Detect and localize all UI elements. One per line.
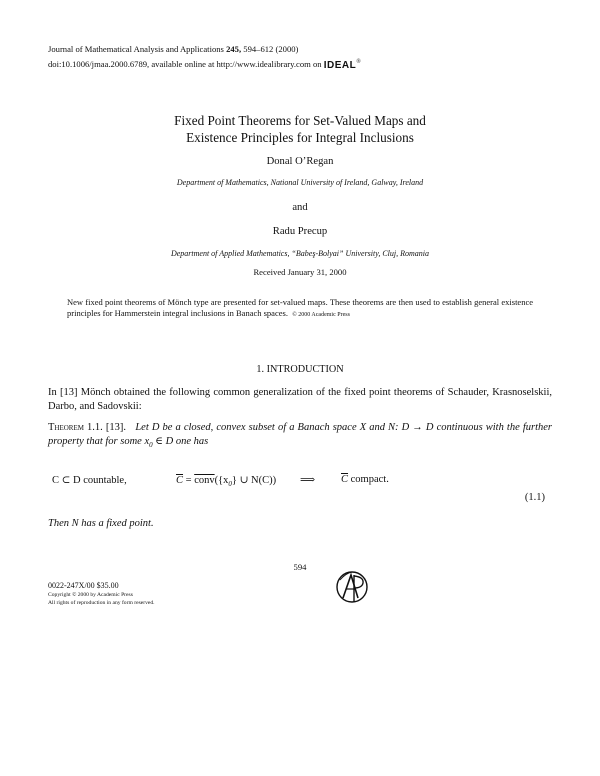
and-separator: and — [292, 202, 308, 213]
footer-rights: All rights of reproduction in any form reserved. — [48, 600, 155, 606]
author-1-name: Donal O’Regan — [266, 156, 334, 167]
received-date: Received January 31, 2000 — [253, 267, 347, 277]
paper-title — [0, 112, 600, 146]
ideal-logo: IDEAL — [323, 59, 357, 71]
section-heading: 1. INTRODUCTION — [256, 364, 344, 375]
author-2-name: Radu Precup — [272, 226, 328, 237]
footer — [48, 580, 155, 607]
equation-left: C ⊂ D countable, — [52, 475, 127, 486]
author-2-affiliation: Department of Applied Mathematics, “Babeş-Bolyai” University, Cluj, Romania — [170, 249, 430, 258]
academic-press-logo-icon — [334, 568, 370, 606]
equation-number: (1.1) — [524, 492, 545, 503]
title-line-2: Existence Principles for Integral Inclusions — [186, 130, 414, 145]
journal-name: Journal of Mathematical Analysis and Applications — [48, 44, 224, 54]
theorem-block — [48, 421, 552, 452]
doi-text[interactable]: doi:10.1006/jmaa.2000.6789, available online at http://www.idealibrary.com on — [48, 58, 322, 69]
abstract-text: New fixed point theorems of Mönch type are presented for set-valued maps. These theorems are then used to establish general existence principles for Hammerstein integral inclusions in Banach spaces. — [67, 297, 533, 319]
eq-sub: 0 — [228, 480, 232, 489]
journal-header — [48, 43, 361, 72]
eq-right-text: compact. — [348, 474, 389, 485]
footer-issn: 0022-247X/00 $35.00 — [48, 581, 119, 590]
journal-citation — [48, 43, 361, 56]
equation-right — [341, 474, 389, 485]
journal-pages: 594–612 (2000) — [243, 44, 299, 54]
doi-line: doi:10.1006/jmaa.2000.6789, available online at http://www.idealibrary.com on IDEAL® — [48, 58, 361, 71]
abstract — [67, 297, 533, 321]
theorem-body-end: ∈ D one has — [152, 435, 209, 447]
eq-set-open: ({x — [214, 475, 229, 486]
title-line-1: Fixed Point Theorems for Set-Valued Maps and — [174, 113, 426, 128]
page-number: 594 — [293, 562, 307, 572]
eq-set-close: } ∪ N(C)) — [231, 475, 277, 486]
intro-paragraph: In [13] Mönch obtained the following common generalization of the fixed point theorems of Schauder, Krasnoselskii, Darbo, and Sadovskii: — [48, 387, 552, 412]
journal-volume: 245, — [226, 44, 242, 54]
eq-c-bar: $\overline{C}$ — [176, 475, 184, 486]
abstract-copyright: © 2000 Academic Press — [292, 312, 350, 319]
theorem-sub: 0 — [149, 440, 153, 449]
eq-right-c: $\overline{C}$ — [341, 474, 349, 485]
eq-conv: conv — [194, 475, 215, 486]
theorem-heading: Theorem 1.1. [13]. — [48, 422, 127, 433]
eq-equals: = — [183, 475, 195, 486]
author-1-affiliation: Department of Mathematics, National University of Ireland, Galway, Ireland — [176, 178, 424, 187]
footer-copyright: Copyright © 2000 by Academic Press — [48, 592, 133, 598]
equation-implies: ⟹ — [300, 475, 316, 486]
equation-middle — [176, 474, 276, 488]
theorem-body-text: Let D be a closed, convex subset of a Banach space X and N: D → D continuous with the further property that for some x — [48, 422, 553, 447]
theorem-conclusion: Then N has a fixed point. — [48, 518, 154, 529]
